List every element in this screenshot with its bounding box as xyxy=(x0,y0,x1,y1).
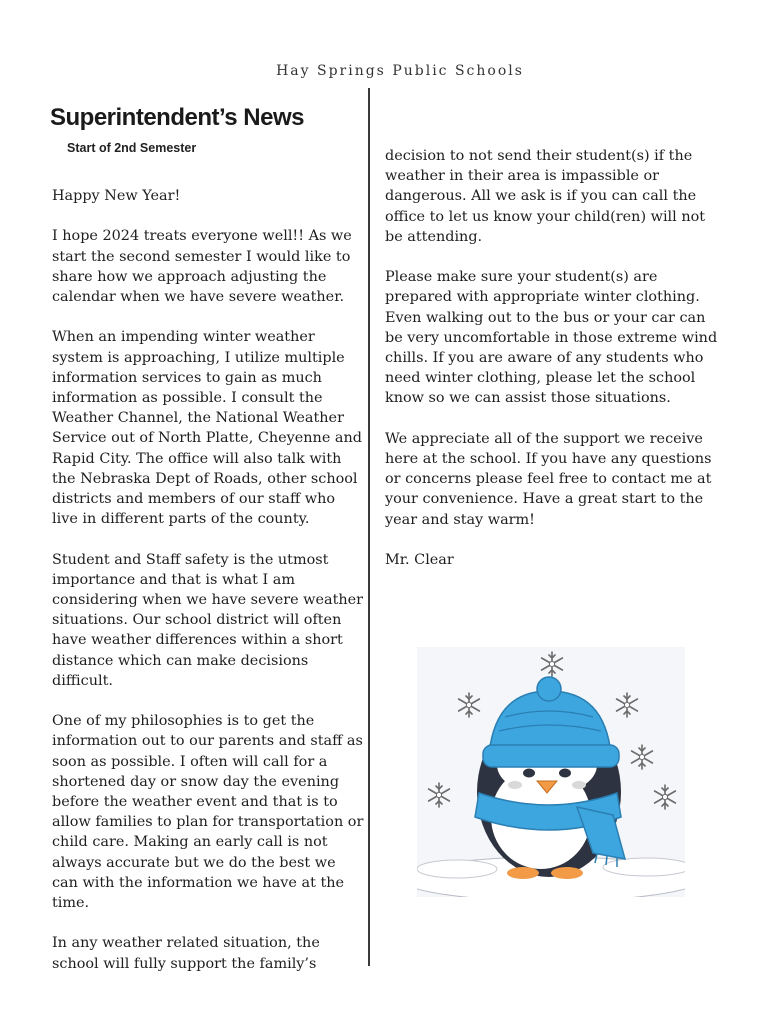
left-column xyxy=(52,186,364,994)
signature: Mr. Clear xyxy=(385,552,454,569)
snowflake-icon xyxy=(617,693,638,717)
appreciation-paragraph: We appreciate all of the support we receive here at the school. If you have any questions or concerns please feel free to contact me at your convenience. Have a great start to the year and stay warm! xyxy=(385,430,712,528)
column-divider xyxy=(368,88,370,966)
weather-sources-paragraph: When an impending winter weather system is approaching, I utilize multiple information services to gain as much information as possible. I consult the Weather Channel, the National Weather Service out of North Platte, Cheyenne and Rapid City. The office will also talk with the Nebraska Dept of Roads, other school districts and members of our staff who live in different parts of the county. xyxy=(52,329,362,528)
intro-paragraph: I hope 2024 treats everyone well!! As we start the second semester I would like to share how we approach adjusting the calendar when we have severe weather. xyxy=(52,228,352,305)
right-column xyxy=(385,146,721,590)
greeting-paragraph: Happy New Year! xyxy=(52,188,181,204)
snowflake-icon xyxy=(655,785,676,809)
article-subtitle: Start of 2nd Semester xyxy=(67,141,197,155)
article-title: Superintendent’s News xyxy=(50,104,304,131)
snowflake-icon xyxy=(459,693,480,717)
newsletter-header: Hay Springs Public Schools xyxy=(276,63,524,79)
support-paragraph-continued: decision to not send their student(s) if the weather in their area is impassible or dangerous. All we ask is if you can call the office to let us know your child(ren) will not be attending. xyxy=(385,148,706,245)
safety-paragraph: Student and Staff safety is the utmost importance and that is what I am considering when we have severe weather situations. Our school district will often have weather differences within a short distance which can make decisions difficult. xyxy=(52,551,364,689)
snowflake-icon xyxy=(429,783,450,807)
clothing-paragraph: Please make sure your student(s) are prepared with appropriate winter clothing. Even walking out to the bus or your car can be very uncomfortable in those extreme wind chills. If you are aware of any students who need winter clothing, please let the school know so we can assist those situations. xyxy=(385,269,718,407)
snowflake-icon xyxy=(542,652,563,676)
philosophy-paragraph: One of my philosophies is to get the information out to our parents and staff as soon as possible. I often will call for a shortened day or snow day the evening before the weather event and that is to allow families to plan for transportation or child care. Making an early call is not always accurate but we do the best we can with the information we have at the time. xyxy=(52,713,364,912)
support-paragraph-start: In any weather related situation, the school will fully support the family’s xyxy=(52,935,320,972)
snowflake-icon xyxy=(632,745,653,769)
penguin-illustration xyxy=(417,647,685,897)
